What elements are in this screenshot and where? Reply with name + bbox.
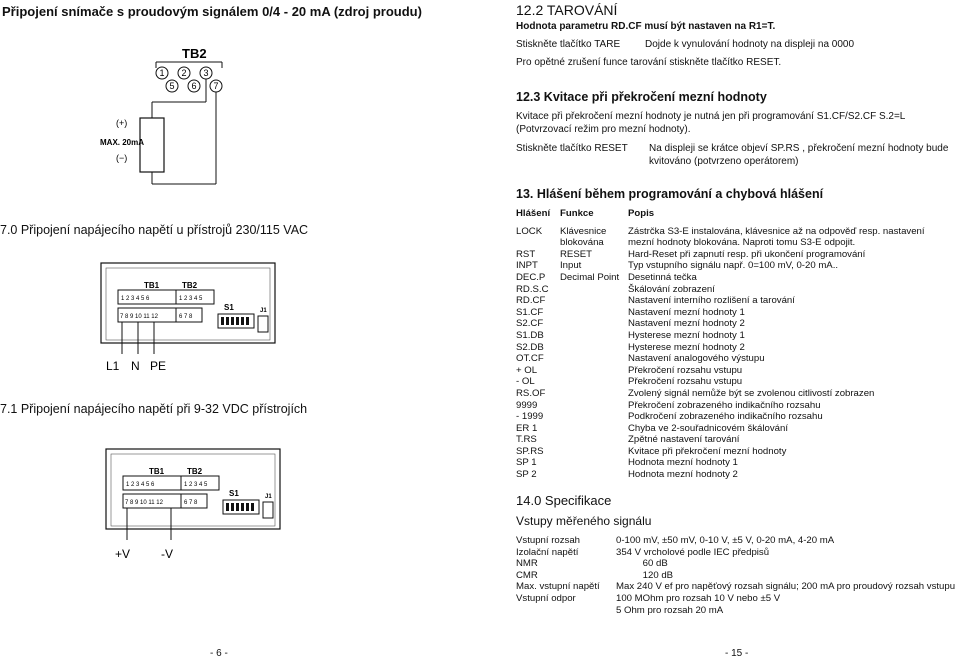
header-message: Hlášení — [516, 208, 551, 219]
terminal-3: 3 — [203, 68, 209, 78]
ac-power-wiring-diagram — [100, 262, 276, 382]
table-row — [516, 423, 925, 435]
message-function: Input — [560, 260, 582, 272]
message-code: + OL — [516, 364, 538, 376]
table-row — [516, 284, 925, 296]
s1-label-dc: S1 — [229, 489, 239, 498]
svg-text:1 2 3 4 5: 1 2 3 4 5 — [179, 296, 203, 302]
message-function — [560, 469, 628, 481]
message-code: S1.DB — [516, 329, 544, 341]
spec-value: 120 dB — [616, 569, 674, 581]
message-description: Nastavení mezní hodnoty 1 — [628, 306, 745, 318]
message-code: RD.S.C — [516, 283, 549, 295]
tb2-label-dc: TB2 — [187, 467, 203, 476]
table-row — [516, 342, 925, 354]
section-14-subtitle: Vstupy měřeného signálu — [516, 514, 652, 528]
message-code: RD.CF — [516, 295, 546, 307]
message-description: Překročení zobrazeného indikačního rozsahu — [628, 399, 821, 411]
message-code: - OL — [516, 376, 535, 388]
message-code: SP.RS — [516, 445, 544, 457]
message-description: Desetinná tečka — [628, 271, 697, 283]
message-function — [560, 388, 628, 400]
svg-text:6 7 8: 6 7 8 — [179, 314, 193, 320]
spec-label: CMR — [516, 569, 538, 581]
spec-label: Izolační napětí — [516, 546, 579, 558]
message-code: SP 2 — [516, 469, 537, 481]
message-function — [560, 376, 628, 388]
message-description: Kvitace při překročení mezní hodnoty — [628, 445, 787, 457]
pe-label: PE — [150, 359, 167, 373]
plus-label: (+) — [116, 118, 128, 128]
svg-text:6 7 8: 6 7 8 — [184, 500, 198, 506]
message-code: RST — [516, 248, 536, 260]
spec-value: Max 240 V ef pro napěťový rozsah signálu; 200 mA pro proudový rozsah vstupu — [616, 581, 956, 593]
message-description: Chyba ve 2-souřadnicovém škálování — [628, 422, 788, 434]
message-function — [560, 330, 628, 342]
message-function: blokována — [560, 237, 604, 249]
spec-label: Vstupní rozsah — [516, 535, 580, 546]
message-description: Překročení rozsahu vstupu — [628, 376, 743, 388]
current-sensor-diagram — [96, 44, 246, 204]
svg-text:7 8 9 10 11 12: 7 8 9 10 11 12 — [125, 500, 163, 506]
message-description: Hodnota mezní hodnoty 1 — [628, 457, 738, 469]
table-header-row — [516, 208, 925, 226]
tare-instruction: Stiskněte tlačítko TARE — [516, 39, 621, 50]
spec-value: 100 MOhm pro rozsah 10 V nebo ±5 V — [616, 592, 781, 604]
table-row — [516, 388, 925, 400]
svg-text:1 2 3 4 5: 1 2 3 4 5 — [184, 482, 208, 488]
spec-row — [516, 558, 955, 570]
section-13-title: 13. Hlášení během programování a chybová hlášení — [516, 187, 824, 201]
spec-label: Max. vstupní napětí — [516, 581, 600, 593]
spec-row — [516, 547, 955, 559]
message-function — [560, 446, 628, 458]
message-description: Zástrčka S3-E instalována, klávesnice až na odpověď resp. nastavení — [628, 225, 925, 237]
left-page-title: Připojení snímače s proudovým signálem 0/4 - 20 mA (zdroj proudu) — [2, 4, 422, 19]
spec-row — [516, 581, 955, 593]
right-page-number: - 15 - — [725, 648, 749, 659]
message-function: Klávesnice — [560, 225, 607, 237]
message-function — [560, 365, 628, 377]
tb1-label: TB1 — [144, 281, 160, 290]
header-description: Popis — [628, 208, 655, 219]
message-description: mezní hodnoty blokována. Naproti tomu S3-E odpojit. — [628, 237, 856, 249]
table-row — [516, 226, 925, 238]
terminal-circles — [156, 67, 222, 92]
message-function — [560, 400, 628, 412]
message-description: Zpětné nastavení tarování — [628, 434, 740, 446]
message-function — [560, 434, 628, 446]
messages-table — [516, 208, 925, 481]
svg-text:1 2 3 4 5 6: 1 2 3 4 5 6 — [126, 482, 155, 488]
terminal-6: 6 — [191, 81, 197, 91]
message-code: OT.CF — [516, 353, 544, 365]
table-row — [516, 400, 925, 412]
terminal-1: 1 — [159, 68, 165, 78]
message-function — [560, 411, 628, 423]
minus-v-label: -V — [161, 547, 173, 561]
tb2-label: TB2 — [182, 46, 207, 61]
table-row — [516, 376, 925, 388]
terminal-7: 7 — [213, 81, 219, 91]
s1-label: S1 — [224, 303, 234, 312]
minus-label: (−) — [116, 153, 128, 163]
message-function: Decimal Point — [560, 271, 620, 283]
message-code: T.RS — [516, 434, 537, 446]
reset-instruction: Stiskněte tlačítko RESET — [516, 143, 628, 154]
message-code: RS.OF — [516, 387, 546, 399]
message-code: SP 1 — [516, 457, 537, 469]
message-code: INPT — [516, 260, 538, 272]
message-description: Hysterese mezní hodnoty 1 — [628, 329, 745, 341]
svg-text:1 2 3 4 5 6: 1 2 3 4 5 6 — [121, 296, 150, 302]
j1-label: J1 — [260, 308, 267, 314]
table-row — [516, 411, 925, 423]
section-12-3-text-2: (Potvrzovací režim pro mezní hodnoty). — [516, 124, 691, 135]
section-12-3-title: 12.3 Kvitace při překročení mezní hodnoty — [516, 90, 767, 104]
l1-label: L1 — [106, 359, 120, 373]
message-description: Zvolený signál nemůže být se zvolenou citlivostí zobrazen — [628, 387, 875, 399]
message-code: S2.DB — [516, 341, 544, 353]
spec-table — [516, 535, 955, 616]
dc-power-wiring-diagram — [105, 448, 281, 566]
message-function — [560, 284, 628, 296]
spec-value: 60 dB — [616, 558, 668, 570]
message-function — [560, 353, 628, 365]
message-function — [560, 295, 628, 307]
table-row — [516, 237, 925, 249]
section-12-2-title: 12.2 TAROVÁNÍ — [516, 2, 618, 18]
message-description: Hard-Reset při zapnutí resp. při ukončení programování — [628, 248, 866, 260]
message-description: Podkročení zobrazeného indikačního rozsahu — [628, 411, 823, 423]
table-row — [516, 434, 925, 446]
table-row — [516, 457, 925, 469]
spec-value: 354 V vrcholové podle IEC předpisů — [616, 546, 770, 558]
spec-label — [516, 605, 616, 617]
n-label: N — [131, 359, 140, 373]
left-page-number: - 6 - — [210, 648, 228, 659]
section-7-1-title: 7.1 Připojení napájecího napětí při 9-32 VDC přístrojích — [0, 402, 308, 416]
message-code — [516, 237, 560, 249]
table-row — [516, 318, 925, 330]
tare-result: Dojde k vynulování hodnoty na displeji na 0000 — [645, 39, 855, 50]
message-function — [560, 307, 628, 319]
table-row — [516, 249, 925, 261]
header-function: Funkce — [560, 208, 594, 219]
spec-value: 5 Ohm pro rozsah 20 mA — [616, 604, 724, 616]
message-description: Překročení rozsahu vstupu — [628, 364, 743, 376]
spec-row — [516, 593, 955, 605]
j1-label-dc: J1 — [265, 494, 272, 500]
message-code: S1.CF — [516, 306, 544, 318]
spec-row — [516, 535, 955, 547]
table-row — [516, 353, 925, 365]
spec-row — [516, 570, 955, 582]
tb1-label-dc: TB1 — [149, 467, 165, 476]
message-code: ER 1 — [516, 422, 538, 434]
spec-value: 0-100 mV, ±50 mV, 0-10 V, ±5 V, 0-20 mA, 4-20 mA — [616, 535, 835, 546]
section-12-2-subtitle: Hodnota parametru RD.CF musí být nastaven na R1=T. — [516, 21, 776, 32]
message-function — [560, 423, 628, 435]
message-code: S2.CF — [516, 318, 544, 330]
tb2-label-ac: TB2 — [182, 281, 198, 290]
message-description: Hysterese mezní hodnoty 2 — [628, 341, 745, 353]
table-row — [516, 307, 925, 319]
message-description: Nastavení mezní hodnoty 2 — [628, 318, 745, 330]
message-code: DEC.P — [516, 271, 546, 283]
spec-label: NMR — [516, 558, 538, 570]
svg-text:7 8 9 10 11 12: 7 8 9 10 11 12 — [120, 314, 158, 320]
message-code: LOCK — [516, 225, 543, 237]
message-description: Hodnota mezní hodnoty 2 — [628, 469, 738, 481]
table-row — [516, 469, 925, 481]
table-row — [516, 295, 925, 307]
message-code: 9999 — [516, 399, 538, 411]
terminal-5: 5 — [169, 81, 175, 91]
max-current-label: MAX. 20mA — [100, 138, 145, 147]
message-description: Škálování zobrazení — [628, 283, 715, 295]
message-function — [560, 457, 628, 469]
message-description: Nastavení interního rozlišení a tarování — [628, 295, 795, 307]
spec-row — [516, 605, 955, 617]
reset-result-2: kvitováno (potvrzeno operátorem) — [649, 156, 799, 167]
section-14-title: 14.0 Specifikace — [516, 493, 612, 508]
message-description: Typ vstupního signálu např. 0=100 mV, 0-20 mA.. — [628, 260, 839, 272]
tare-reset-instruction: Pro opětné zrušení funce tarování stiskněte tlačítko RESET. — [516, 57, 782, 68]
section-12-3-text-1: Kvitace při překročení mezní hodnoty je nutná jen při programování S1.CF/S2.CF S.2=L — [516, 111, 906, 122]
table-row — [516, 446, 925, 458]
spec-label: Vstupní odpor — [516, 592, 576, 604]
message-function: RESET — [560, 248, 592, 260]
message-function — [560, 318, 628, 330]
message-code: - 1999 — [516, 411, 544, 423]
section-7-0-title: 7.0 Připojení napájecího napětí u přístrojů 230/115 VAC — [0, 223, 309, 237]
plus-v-label: +V — [115, 547, 131, 561]
table-row — [516, 365, 925, 377]
table-row — [516, 330, 925, 342]
table-row — [516, 272, 925, 284]
table-row — [516, 260, 925, 272]
message-description: Nastavení analogového výstupu — [628, 353, 765, 365]
terminal-2: 2 — [181, 68, 187, 78]
message-function — [560, 342, 628, 354]
reset-result-1: Na displeji se krátce objeví SP.RS , překročení mezní hodnoty bude — [649, 143, 949, 154]
